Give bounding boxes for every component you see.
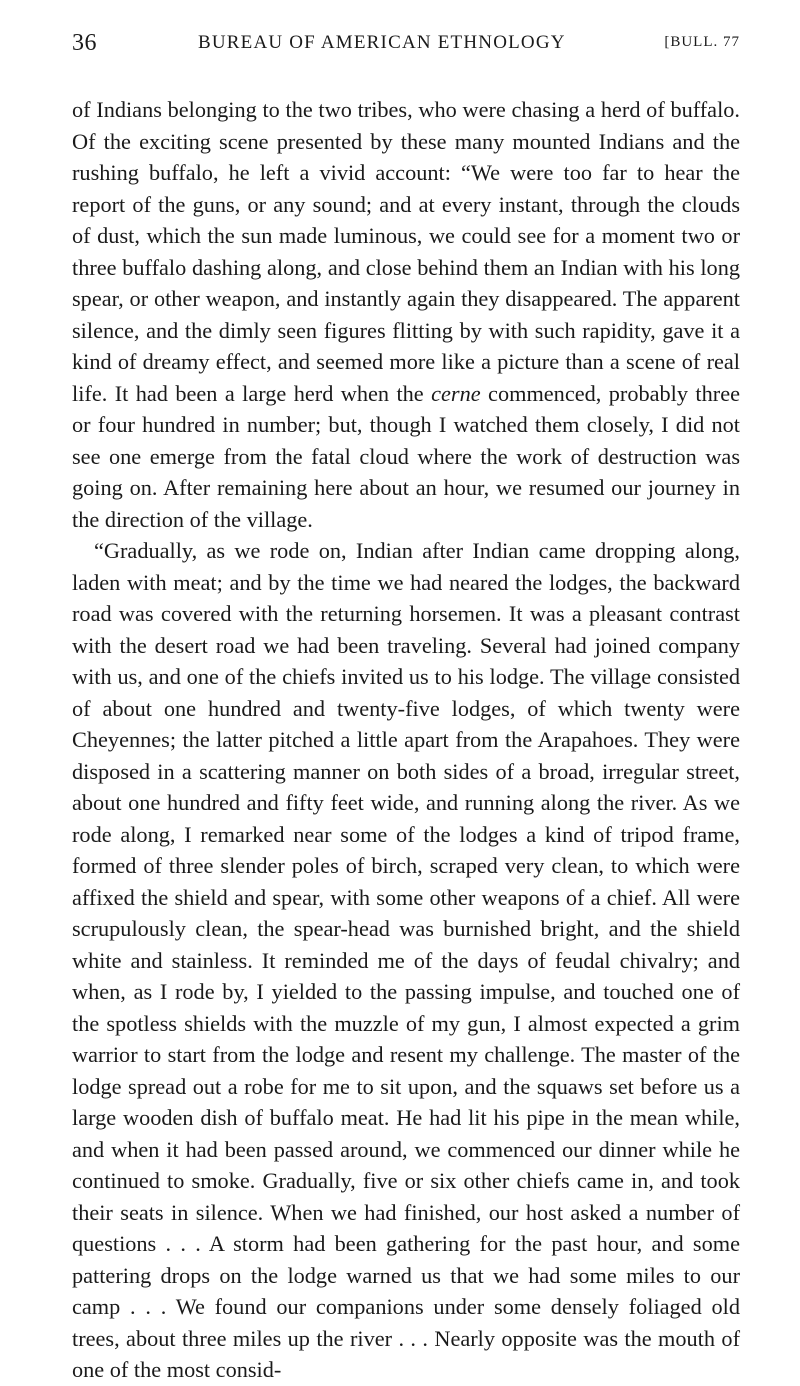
book-page (72, 26, 740, 1386)
paragraph-2: “Gradually, as we rode on, Indian after Indian came dropping along, laden with meat; and by the time we had neared the lodges, the backward road was covered with the returning horsemen. It was a pleasant contrast with the desert road we had been traveling. Several had joined company with us, and one of the chiefs invited us to his lodge. The village consisted of about one hundred and twenty-five lodges, of which twenty were Cheyennes; the latter pitched a little apart from the Arapahoes. They were disposed in a scattering manner on both sides of a broad, irregular street, about one hundred and fifty feet wide, and running along the river. As we rode along, I remarked near some of the lodges a kind of tripod frame, formed of three slender poles of birch, scraped very clean, to which were affixed the shield and spear, with some other weapons of a chief. All were scrupulously clean, the spear-head was burnished bright, and the shield white and stainless. It reminded me of the days of feudal chivalry; and when, as I rode by, I yielded to the passing impulse, and touched one of the spotless shields with the muzzle of my gun, I almost expected a grim warrior to start from the lodge and resent my challenge. The master of the lodge spread out a robe for me to sit upon, and the squaws set before us a large wooden dish of buffalo meat. He had lit his pipe in the mean while, and when it had been passed around, we commenced our dinner while he continued to smoke. Gradually, five or six other chiefs came in, and took their seats in silence. When we had finished, our host asked a number of questions . . . A storm had been gathering for the past hour, and some pattering drops on the lodge warned us that we had some miles to our camp . . . We found our companions under some densely foliaged old trees, about three miles up the river . . . Nearly opposite was the mouth of one of the most consid- (72, 538, 740, 1382)
paragraph-1 (72, 94, 740, 535)
running-head-title: BUREAU OF AMERICAN ETHNOLOGY (198, 32, 566, 53)
running-head (72, 26, 740, 66)
body-text (72, 94, 740, 1386)
page-number: 36 (72, 30, 97, 56)
bulletin-number: [BULL. 77 (664, 34, 740, 50)
paragraph-1-text-before: of Indians belonging to the two tribes, who were chasing a herd of buffalo. Of the exciting scene presented by these many mounted Indians and the rushing buffalo, he left a vivid account: “We were too far to hear the report of the guns, or any sound; and at every instant, through the clouds of dust, which the sun made luminous, we could see for a moment two or three buffalo dashing along, and close behind them an Indian with his long spear, or other weapon, and instantly again they disappeared. The apparent silence, and the dimly seen figures flitting by with such rapidity, gave it a kind of dreamy effect, and seemed more like a picture than a scene of real life. It had been a large herd when the (72, 97, 740, 406)
italic-term-cerne: cerne (431, 380, 481, 406)
paragraph-1-text-after: commenced, probably three or four hundred in number; but, though I watched them closely, I did not see one emerge from the fatal cloud where the work of destruction was going on. After remaining here about an hour, we resumed our journey in the direction of the village. (72, 380, 740, 532)
